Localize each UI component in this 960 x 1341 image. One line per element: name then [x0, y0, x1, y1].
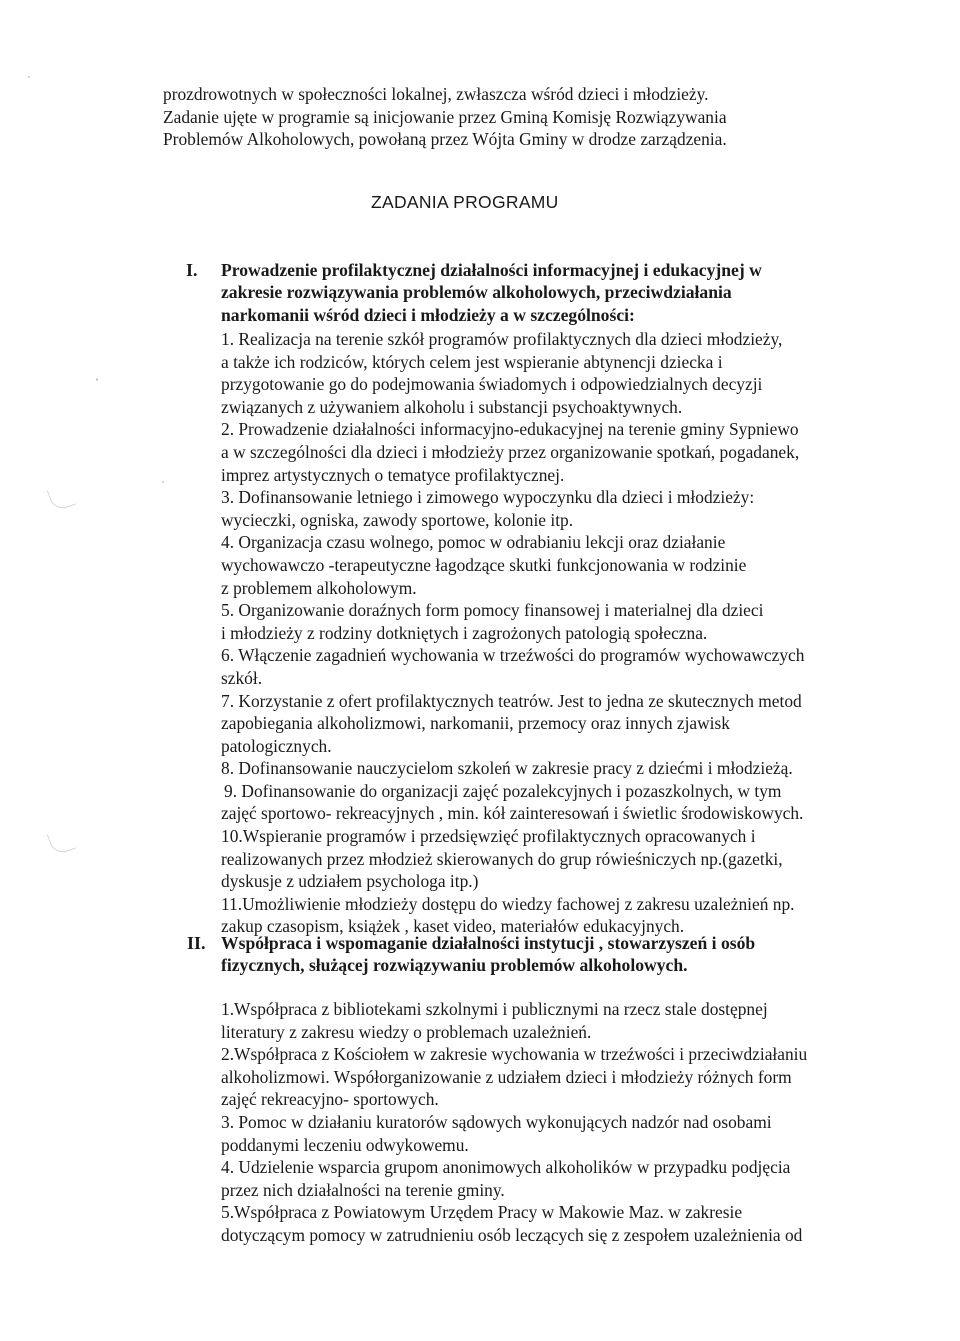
text-line: poddanymi leczeniu odwykowemu.: [221, 1134, 469, 1155]
list-item: [221, 328, 911, 418]
punch-hole-mark: [47, 827, 76, 856]
list-item: [221, 757, 911, 780]
list-item: [221, 486, 911, 531]
text-line: literatury z zakresu wiedzy o problemach uzależnień.: [221, 1021, 592, 1042]
text-line: realizowanych przez młodzież skierowanych do grup rówieśniczych np.(gazetki,: [221, 848, 783, 869]
text-line: 3. Dofinansowanie letniego i zimowego wypoczynku dla dzieci i młodzieży:: [221, 487, 755, 508]
text-line: 10.Wspieranie programów i przedsięwzięć profilaktycznych opracowanych i: [221, 826, 756, 847]
list-item: [221, 1043, 911, 1111]
text-line: związanych z używaniem alkoholu i substancji psychoaktywnych.: [221, 396, 683, 417]
text-line: 1. Realizacja na terenie szkół programów profilaktycznych dla dzieci młodzieży,: [221, 329, 783, 349]
text-line: dyskusje z udziałem psychologa itp.): [221, 871, 479, 892]
text-line: 7. Korzystanie z ofert profilaktycznych teatrów. Jest to jedna ze skutecznych metod: [221, 690, 802, 711]
section-items: [221, 998, 911, 1247]
list-item: [221, 1201, 911, 1246]
list-item: [221, 1111, 911, 1156]
text-line: 4. Udzielenie wsparcia grupom anonimowych alkoholików w przypadku podjęcia: [221, 1157, 791, 1178]
text-line: 5. Organizowanie doraźnych form pomocy finansowej i materialnej dla dzieci: [221, 600, 764, 621]
text-line: a w szczególności dla dzieci i młodzieży przez organizowanie spotkań, pogadanek,: [221, 441, 800, 462]
text-line: 6. Włączenie zagadnień wychowania w trzeźwości do programów wychowawczych: [221, 645, 805, 666]
text-line: zapobiegania alkoholizmowi, narkomanii, przemocy oraz innych zjawisk: [221, 713, 730, 734]
title-line: Prowadzenie profilaktycznej działalności informacyjnej i edukacyjnej w: [221, 260, 762, 280]
text-line: przez nich działalności na terenie gminy.: [221, 1179, 505, 1200]
text-line: 11.Umożliwienie młodzieży dostępu do wiedzy fachowej z zakresu uzależnień np.: [221, 893, 795, 914]
list-item: [221, 780, 911, 825]
text-line: 9. Dofinansowanie do organizacji zajęć pozalekcyjnych i pozaszkolnych, w tym: [224, 780, 782, 801]
text-line: 2. Prowadzenie działalności informacyjno-edukacyjnej na terenie gminy Sypniewo: [221, 419, 799, 440]
text-line: wychowawczo -terapeutyczne łagodzące skutki funkcjonowania w rodzinie: [221, 554, 747, 575]
list-item: [221, 644, 911, 689]
section-numeral: I.: [186, 260, 198, 280]
text-line: zajęć rekreacyjno- sportowych.: [221, 1089, 439, 1110]
title-line: fizycznych, służącej rozwiązywaniu problemów alkoholowych.: [221, 955, 688, 976]
text-line: zakup czasopism, książek , kaset video, materiałów edukacyjnych.: [221, 916, 685, 937]
section-items: [221, 328, 911, 938]
text-line: alkoholizmowi. Współorganizowanie z udziałem dzieci i młodzieży różnych form: [221, 1066, 792, 1087]
section-title: [221, 259, 901, 326]
list-item: [221, 531, 911, 599]
text-line: 1.Współpraca z bibliotekami szkolnymi i publicznymi na rzecz stale dostępnej: [221, 999, 768, 1019]
list-item: [221, 1156, 911, 1201]
text-line: wycieczki, ogniska, zawody sportowe, kolonie itp.: [221, 509, 574, 530]
text-line: patologicznych.: [221, 735, 332, 756]
text-line: Zadanie ujęte w programie są inicjowanie przez Gminą Komisję Rozwiązywania: [163, 106, 727, 127]
text-line: 3. Pomoc w działaniu kuratorów sądowych wykonujących nadzór nad osobami: [221, 1111, 772, 1132]
text-line: 5.Współpraca z Powiatowym Urzędem Pracy w Makowie Maz. w zakresie: [221, 1202, 743, 1223]
punch-hole-mark: [47, 483, 76, 512]
list-item: [221, 825, 911, 893]
scan-speck: [162, 481, 164, 483]
intro-paragraph: [163, 83, 883, 151]
title-line: Współpraca i wspomaganie działalności instytucji , stowarzyszeń i osób: [221, 933, 756, 953]
list-item: [221, 690, 911, 758]
text-line: przygotowanie go do podejmowania świadomych i odpowiedzialnych decyzji: [221, 374, 763, 395]
text-line: 2.Współpraca z Kościołem w zakresie wychowania w trzeźwości i przeciwdziałaniu: [221, 1044, 808, 1065]
text-line: z problemem alkoholowym.: [221, 577, 417, 598]
scan-speck: [28, 76, 30, 78]
text-line: szkół.: [221, 667, 263, 688]
section-heading: ZADANIA PROGRAMU: [371, 192, 559, 212]
text-line: zajęć sportowo- rekreacyjnych , min. kół zainteresowań i świetlic środowiskowych.: [221, 803, 804, 824]
scan-speck: [96, 378, 98, 381]
title-line: narkomanii wśród dzieci i młodzieży a w szczególności:: [221, 304, 635, 325]
text-line: imprez artystycznych o tematyce profilaktycznej.: [221, 464, 565, 485]
section-numeral: II.: [187, 933, 206, 953]
text-line: 4. Organizacja czasu wolnego, pomoc w odrabianiu lekcji oraz działanie: [221, 532, 726, 553]
list-item: [221, 418, 911, 486]
text-line: dotyczącym pomocy w zatrudnieniu osób leczących się z zespołem uzależnienia od: [221, 1224, 803, 1245]
section-title: [221, 932, 901, 977]
text-line: Problemów Alkoholowych, powołaną przez Wójta Gminy w drodze zarządzenia.: [163, 129, 727, 150]
text-line: i młodzieży z rodziny dotkniętych i zagrożonych patologią społeczna.: [221, 622, 708, 643]
text-line: a także ich rodziców, których celem jest wspieranie abtynencji dziecka i: [221, 351, 723, 372]
list-item: [221, 998, 911, 1043]
text-line: prozdrowotnych w społeczności lokalnej, zwłaszcza wśród dzieci i młodzieży.: [163, 84, 709, 104]
title-line: zakresie rozwiązywania problemów alkoholowych, przeciwdziałania: [221, 282, 732, 303]
text-line: 8. Dofinansowanie nauczycielom szkoleń w zakresie pracy z dziećmi i młodzieżą.: [221, 758, 793, 779]
list-item: [221, 599, 911, 644]
